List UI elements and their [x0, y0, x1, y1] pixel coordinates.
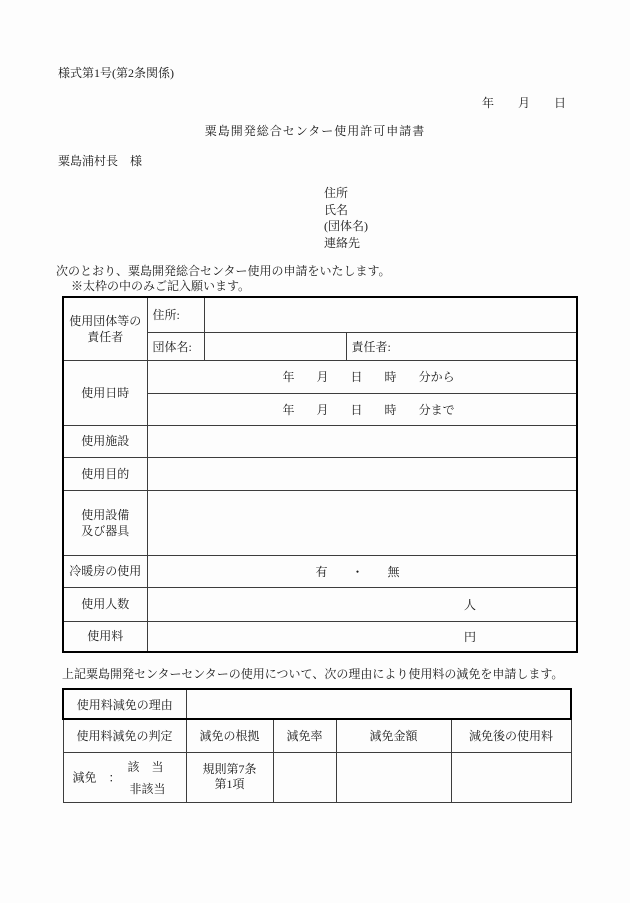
- after-fee-input: [451, 752, 571, 802]
- equipment-label: 使用設備 及び器具: [63, 490, 147, 555]
- application-table: [62, 296, 578, 653]
- fee-unit: 円: [147, 621, 577, 652]
- date-day-label: 日: [554, 96, 567, 110]
- table-row: [63, 719, 571, 752]
- judgment-prefix: 減免 ：: [72, 770, 121, 785]
- hvac-yes: 有: [315, 564, 328, 579]
- org-input: [204, 332, 346, 360]
- page-title: 粟島開発総合センター使用許可申請書: [204, 124, 426, 138]
- facility-input: [147, 425, 577, 457]
- table-row: [63, 425, 577, 457]
- intro-sentence: 次のとおり、粟島開発総合センター使用の申請をいたします。: [56, 264, 391, 278]
- datetime-label: 使用日時: [63, 360, 147, 425]
- applicant-fields: [324, 185, 368, 251]
- judgment-cell: [63, 752, 186, 802]
- date-line: [482, 94, 566, 111]
- facility-label: 使用施設: [63, 425, 147, 457]
- org-label: 団体名:: [147, 332, 204, 360]
- addressee: 粟島浦村長 様: [58, 154, 143, 168]
- applicant-contact-label: 連絡先: [324, 235, 361, 250]
- table-row: [63, 457, 577, 490]
- applicant-address-label: 住所: [324, 186, 349, 200]
- judgment-not-applicable: 非該当: [129, 781, 166, 796]
- table-row: [63, 621, 577, 652]
- rate-input: [273, 752, 336, 802]
- amount-input: [336, 752, 451, 802]
- reason-input: [186, 689, 571, 719]
- table-row: [63, 689, 571, 719]
- purpose-input: [147, 457, 577, 490]
- fee-label: 使用料: [63, 621, 147, 652]
- rate-header: 減免率: [273, 719, 336, 752]
- purpose-label: 使用目的: [63, 457, 147, 490]
- table-row: [63, 555, 577, 587]
- judgment-applicable: 該 当: [127, 759, 164, 774]
- basis-cell: 規則第7条 第1項: [186, 752, 273, 802]
- applicant-name-label: 氏名: [324, 202, 349, 217]
- people-label: 使用人数: [63, 587, 147, 621]
- fee-reduction-table: [62, 688, 572, 803]
- hvac-no: 無: [387, 564, 400, 579]
- address-input: [204, 297, 577, 332]
- reduction-intro: 上記粟島開発センターセンターの使用について、次の理由により使用料の減免を申請します。: [62, 667, 564, 681]
- hvac-label: 冷暖房の使用: [63, 555, 147, 587]
- person-label: 責任者:: [346, 332, 577, 360]
- applicant-org-label: (団体名): [324, 219, 368, 234]
- date-year-label: 年: [482, 96, 495, 110]
- table-row: [63, 490, 577, 555]
- datetime-from: 年 月 日 時 分から: [147, 360, 577, 393]
- amount-header: 減免金額: [336, 719, 451, 752]
- table-row: [63, 587, 577, 621]
- address-label: 住所:: [147, 297, 204, 332]
- basis-header: 減免の根拠: [186, 719, 273, 752]
- judgment-header: 使用料減免の判定: [63, 719, 186, 752]
- form-number: 様式第1号(第2条関係): [58, 66, 174, 80]
- table-row: [63, 752, 571, 802]
- table-row: [63, 297, 577, 332]
- hvac-options: [147, 555, 577, 587]
- table-row: [63, 360, 577, 393]
- equipment-input: [147, 490, 577, 555]
- date-month-label: 月: [518, 96, 531, 110]
- reason-label: 使用料減免の理由: [63, 689, 186, 719]
- after-fee-header: 減免後の使用料: [451, 719, 571, 752]
- responsible-label: 使用団体等の 責任者: [63, 297, 147, 360]
- hvac-separator: ・: [351, 564, 364, 579]
- fill-in-note: ※太枠の中のみご記入願います。: [71, 279, 251, 293]
- people-unit: 人: [147, 587, 577, 621]
- datetime-to: 年 月 日 時 分まで: [147, 393, 577, 425]
